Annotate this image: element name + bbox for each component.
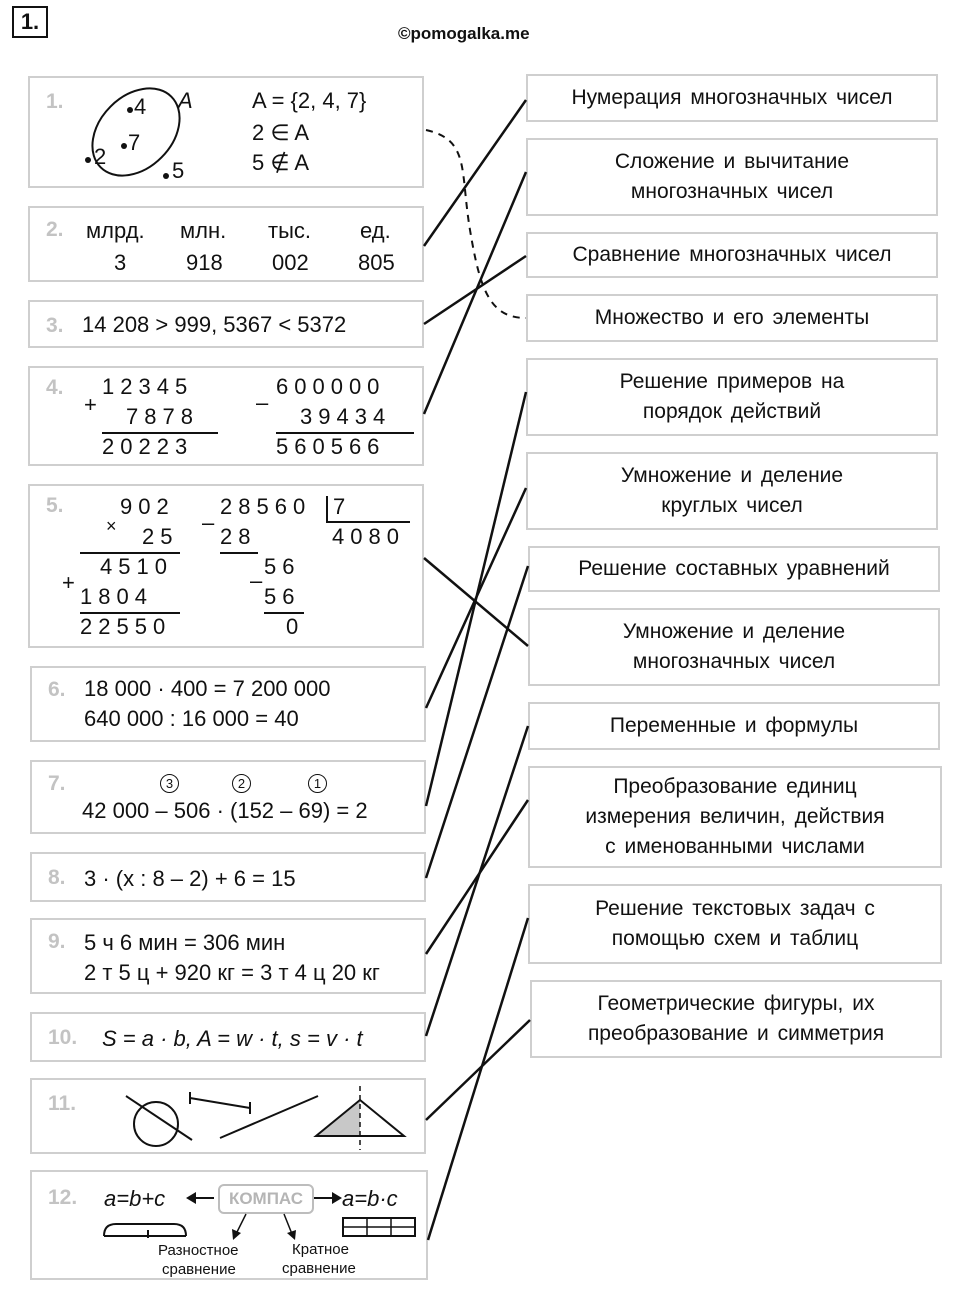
connector-line	[426, 1020, 530, 1120]
connector-line	[426, 800, 528, 954]
quotient: 4080	[332, 524, 405, 549]
connector-line	[426, 392, 526, 806]
division-remainder: 0	[286, 614, 299, 639]
set-label: A	[178, 88, 193, 113]
class-header: ед.	[360, 218, 391, 243]
connector-line	[424, 172, 526, 414]
set-element: 4	[134, 94, 147, 119]
partial-product-1: 4510	[100, 554, 173, 579]
units-line-2: 2 т 5 ц + 920 кг = 3 т 4 ц 20 кг	[84, 960, 380, 985]
copyright: ©pomogalka.me	[398, 24, 530, 43]
dividend: 28560	[220, 494, 312, 519]
set-line-3: 5 ∉ A	[252, 150, 310, 175]
connector-line	[426, 726, 528, 1036]
formulas: S = a · b, A = w · t, s = v · t	[102, 1026, 363, 1051]
division-step-1: 28	[220, 524, 257, 549]
box-number: 11.	[48, 1092, 77, 1115]
caption-multiple-2: сравнение	[282, 1260, 356, 1277]
caption-difference-2: сравнение	[162, 1261, 236, 1278]
caption-difference-1: Разностное	[158, 1242, 239, 1259]
difference-result: 560566	[276, 434, 386, 459]
class-header: тыс.	[268, 218, 312, 243]
addend-1: 12345	[102, 374, 194, 399]
topic-box-12: Геометрические фигуры, их преобразование и симметрия	[530, 980, 942, 1058]
order-mark: 1	[308, 774, 327, 793]
class-value: 002	[272, 250, 309, 275]
topic-box-2: Сложение и вычитание многозначных чисел	[526, 138, 938, 216]
product-result: 22550	[80, 614, 172, 639]
topic-box-10: Преобразование единиц измерения величин, действия с именованными числами	[528, 766, 942, 868]
box-number: 7.	[48, 772, 66, 795]
task-number: 1.	[12, 6, 48, 38]
connector-line	[428, 918, 528, 1240]
topic-box-11: Решение текстовых задач с помощью схем и таблиц	[528, 884, 942, 964]
multiple-formula: a=b·c	[342, 1186, 398, 1211]
topic-box-5: Решение примеров на порядок действий	[526, 358, 938, 436]
expr-line-1: 18 000 · 400 = 7 200 000	[84, 676, 331, 701]
class-header: млрд.	[86, 218, 145, 243]
class-value: 3	[114, 250, 127, 275]
comparison-text: 14 208 > 999, 5367 < 5372	[82, 312, 347, 337]
set-element: 7	[128, 130, 141, 155]
box-number: 1.	[46, 90, 64, 113]
sum-result: 20223	[102, 434, 194, 459]
topic-box-7: Решение составных уравнений	[528, 546, 940, 592]
times-sign: ×	[106, 516, 117, 536]
topic-box-3: Сравнение многозначных чисел	[526, 232, 938, 278]
box-number: 9.	[48, 930, 66, 953]
order-mark: 2	[232, 774, 251, 793]
set-element: 2	[94, 144, 107, 169]
minus-sign: –	[250, 568, 263, 593]
set-line-2: 2 ∈ A	[252, 120, 310, 145]
caption-multiple-1: Кратное	[292, 1241, 349, 1258]
set-element: 5	[172, 158, 185, 183]
expr-line-2: 640 000 : 16 000 = 40	[84, 706, 299, 731]
order-expression: 42 000 – 506 · (152 – 69) = 2	[82, 798, 368, 823]
units-line-1: 5 ч 6 мин = 306 мин	[84, 930, 286, 955]
connector-line	[424, 100, 526, 246]
topic-box-8: Умножение и деление многозначных чисел	[528, 608, 940, 686]
box-number: 8.	[48, 866, 66, 889]
difference-formula: a=b+c	[104, 1186, 166, 1211]
box-number: 6.	[48, 678, 66, 701]
addend-2: 7878	[126, 404, 199, 429]
plus-sign: +	[84, 392, 97, 417]
box-number: 3.	[46, 314, 64, 337]
class-header: млн.	[180, 218, 227, 243]
minus-sign: –	[202, 510, 215, 535]
topic-box-4: Множество и его элементы	[526, 294, 938, 342]
class-value: 805	[358, 250, 395, 275]
plus-sign: +	[62, 570, 75, 595]
topic-box-1: Нумерация многозначных чисел	[526, 74, 938, 122]
division-step-3: 56	[264, 584, 301, 609]
order-mark: 3	[160, 774, 179, 793]
box-number: 2.	[46, 218, 64, 241]
set-line-1: A = {2, 4, 7}	[252, 88, 367, 113]
box-number: 4.	[46, 376, 64, 399]
box-number: 12.	[48, 1186, 78, 1209]
partial-product-2: 1804	[80, 584, 153, 609]
division-step-2: 56	[264, 554, 301, 579]
subtrahend: 39434	[300, 404, 392, 429]
topic-box-9: Переменные и формулы	[528, 702, 940, 750]
box-number: 5.	[46, 494, 64, 517]
box-number: 10.	[48, 1026, 78, 1049]
multiplicand: 902	[120, 494, 175, 519]
class-value: 918	[186, 250, 223, 275]
equation: 3 · (x : 8 – 2) + 6 = 15	[84, 866, 296, 891]
multiplier: 25	[142, 524, 179, 549]
minus-sign: –	[256, 390, 269, 415]
topic-box-6: Умножение и деление круглых чисел	[526, 452, 938, 530]
compass-badge: КОМПАС	[218, 1184, 314, 1214]
connector-line	[426, 566, 528, 878]
divisor: 7	[333, 494, 346, 519]
minuend: 600000	[276, 374, 386, 399]
